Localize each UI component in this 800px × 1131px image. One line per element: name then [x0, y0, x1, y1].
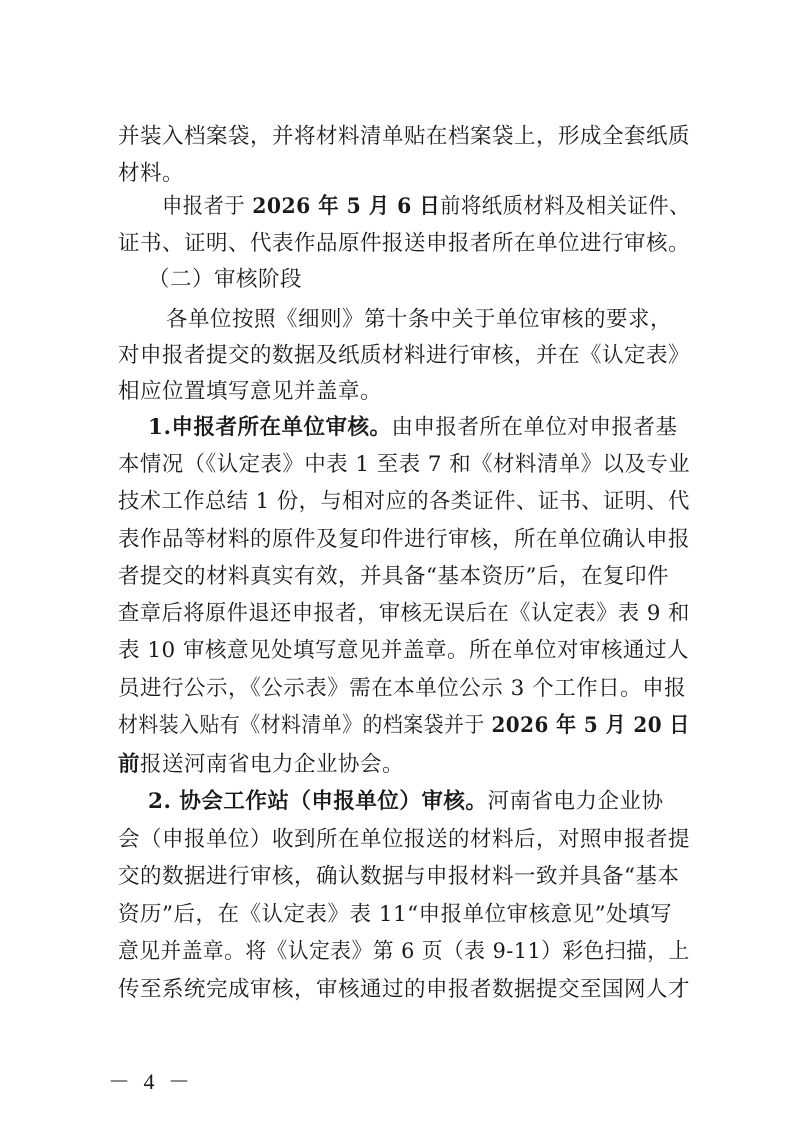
text-segment: 意见并盖章。将《认定表》第 6 页（表 9-11）彩色扫描，上	[118, 939, 690, 964]
body-text-line	[118, 938, 690, 966]
text-segment: 交的数据进行审核，确认数据与申报材料一致并具备“基本	[118, 864, 680, 889]
body-text-line	[118, 826, 690, 854]
text-segment: 表 10 审核意见处填写意见并盖章。所在单位对审核通过人	[118, 638, 690, 663]
text-segment: 并装入档案袋，并将材料清单贴在档案袋上，形成全套纸质	[118, 124, 691, 149]
text-segment: 证书、证明、代表作品原件报送申报者所在单位进行审核。	[118, 231, 691, 256]
text-segment: 材料。	[118, 161, 185, 186]
text-segment: 者提交的材料真实有效，并具备“基本资历”后，在复印件	[118, 564, 669, 589]
text-segment: 申报者于	[162, 194, 253, 219]
item-title: 2. 协会工作站（申报单位）审核。	[148, 789, 488, 814]
body-text-line	[118, 863, 680, 891]
text-segment: 传至系统完成审核，审核通过的申报者数据提交至国网人才	[118, 977, 691, 1002]
text-segment: 员进行公示，《公示表》需在本单位公示 3 个工作日。申报	[118, 676, 687, 701]
text-segment: 对申报者提交的数据及纸质材料进行审核，并在《认定表》	[118, 343, 691, 368]
text-segment: 相应位置填写意见并盖章。	[118, 379, 383, 404]
text-segment: 各单位按照《细则》第十条中关于单位审核的要求，	[166, 307, 673, 332]
deadline-date: 2026 年 5 月 20 日	[491, 713, 690, 738]
body-text-line	[118, 160, 184, 188]
section-heading	[148, 266, 302, 294]
text-segment: 材料装入贴有《材料清单》的档案袋并于	[118, 713, 492, 738]
body-text-line	[118, 637, 689, 665]
text-segment: 表作品等材料的原件及复印件进行审核，所在单位确认申报	[118, 527, 691, 552]
body-text-line	[118, 675, 686, 703]
body-text-line	[118, 378, 382, 406]
body-text-line	[118, 976, 690, 1004]
text-segment: 技术工作总结 1 份，与相对应的各类证件、证书、证明、代	[118, 489, 690, 514]
item-title: 1.申报者所在单位审核。	[148, 415, 392, 440]
page-number: － 4 －	[108, 1069, 195, 1094]
text-segment: 报送河南省电力企业协会。	[140, 752, 405, 777]
deadline-date: 2026 年 5 月 6 日	[252, 194, 441, 219]
body-text-line	[118, 526, 690, 554]
body-text-line	[118, 901, 672, 929]
text-segment: 前将纸质材料及相关证件、	[440, 194, 690, 219]
body-text-line	[118, 451, 690, 479]
body-text-line	[166, 306, 672, 334]
body-text-line	[118, 751, 404, 779]
text-segment: 会（申报单位）收到所在单位报送的材料后，对照申报者提	[118, 827, 691, 852]
text-segment: 河南省电力企业协	[487, 789, 664, 814]
body-text-line	[162, 193, 690, 221]
deadline-suffix: 前	[118, 752, 141, 777]
text-segment: 查章后将原件退还申报者，审核无误后在《认定表》表 9 和	[118, 601, 690, 626]
text-segment: 本情况（《认定表》中表 1 至表 7 和《材料清单》以及专业	[118, 452, 691, 477]
body-text-line	[148, 788, 663, 816]
body-text-line	[118, 123, 690, 151]
body-text-line	[118, 600, 690, 628]
body-text-line	[118, 342, 690, 370]
text-segment: 由申报者所在单位对申报者基	[391, 415, 678, 440]
body-text-line	[148, 414, 677, 442]
body-text-line	[118, 563, 669, 591]
body-text-line	[118, 488, 690, 516]
body-text-line	[118, 230, 690, 258]
body-text-line	[118, 712, 690, 740]
text-segment: 资历”后，在《认定表》表 11“申报单位审核意见”处填写	[118, 902, 673, 927]
section-heading-text: （二）审核阶段	[148, 267, 303, 292]
